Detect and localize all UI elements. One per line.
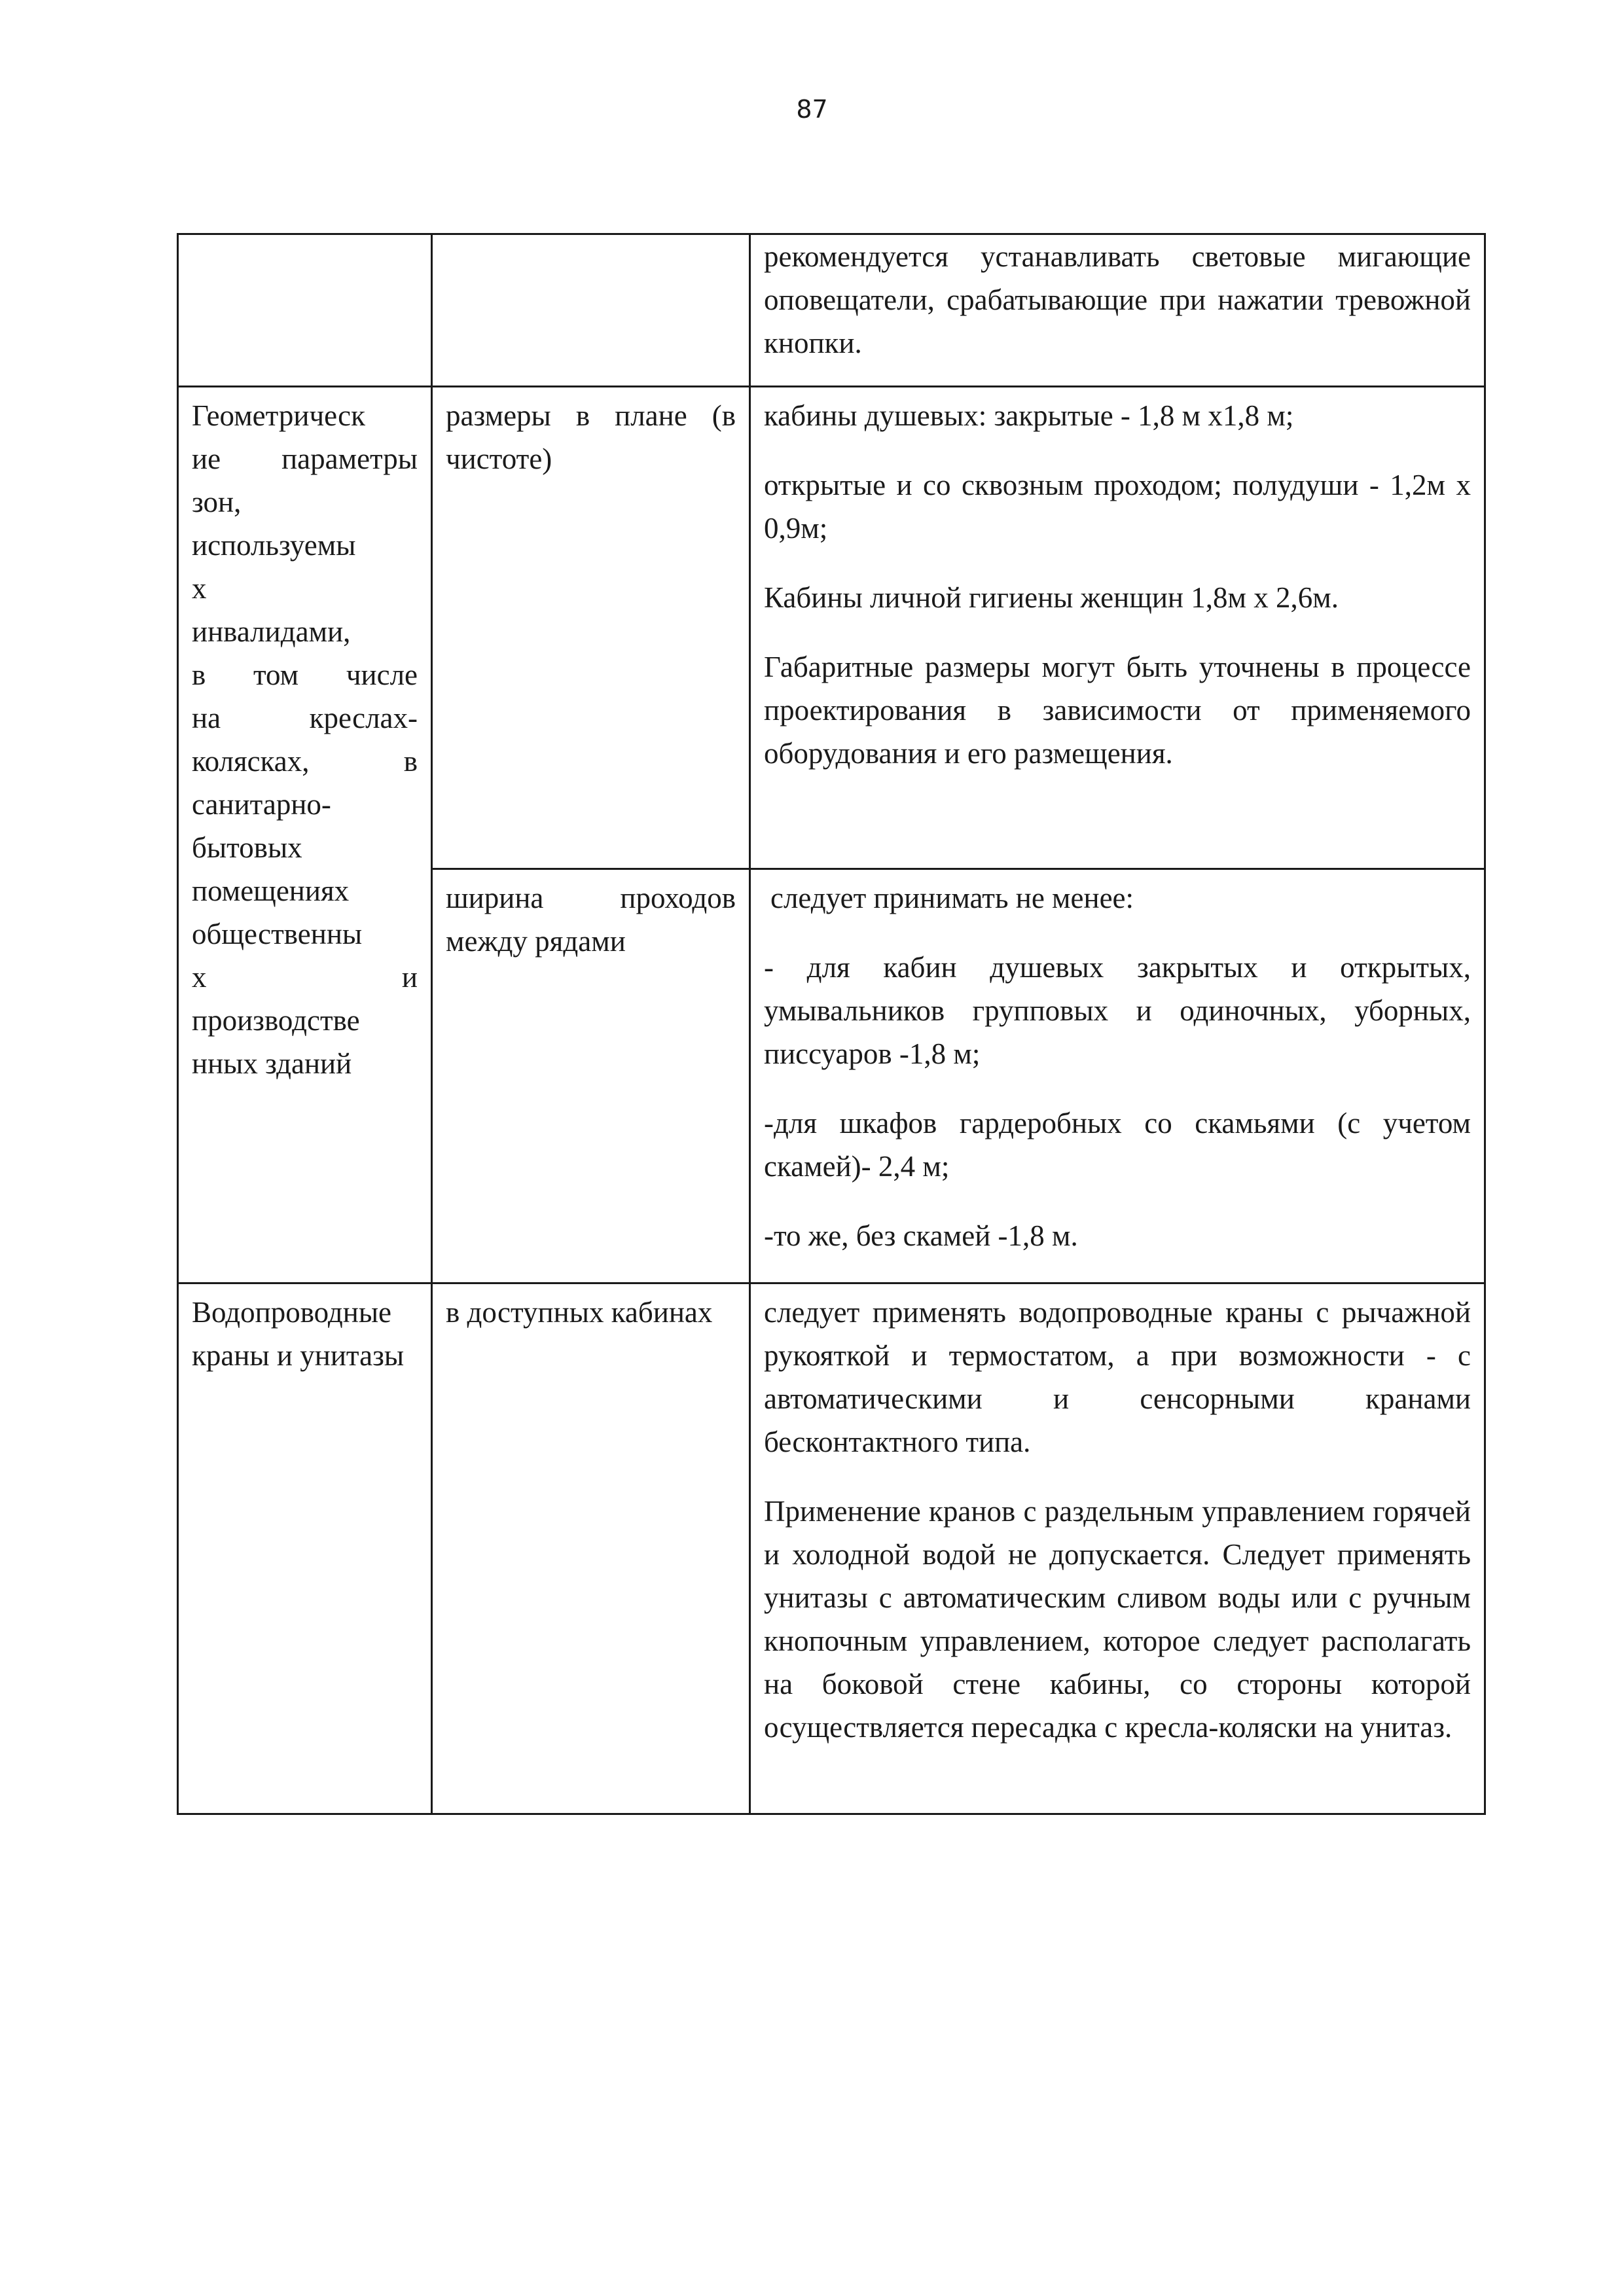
requirement-paragraph: Применение кранов с раздельным управлением горячей и холодной водой не допускается. Следует применять унитазы с автоматическим сливом воды или с ручным кнопочным управлением, которое следует располагать на боковой стене кабины, со стороны которой осуществляется пересадка с кресла-коляски на унитаз. (764, 1495, 1471, 1744)
requirement-paragraph: следует применять водопроводные краны с рычажной рукояткой и термостатом, а при возможности - с автоматическими и сенсорными кранами бесконтактного типа. (764, 1296, 1471, 1458)
requirement-paragraph: -то же, без скамей -1,8 м. (764, 1219, 1078, 1252)
requirements-table (177, 233, 1486, 1815)
requirement-paragraph: открытые и со сквозным проходом; полудуши - 1,2м х 0,9м; (764, 469, 1471, 545)
table-cell-characteristic (432, 234, 750, 387)
requirement-paragraph: рекомендуется устанавливать световые мигающие оповещатели, срабатывающие при нажатии тревожной кнопки. (764, 240, 1471, 359)
table-cell-parameter (178, 234, 432, 387)
requirement-paragraph: - для кабин душевых закрытых и открытых, умывальников групповых и одиночных, уборных, писсуаров -1,8 м; (764, 951, 1471, 1070)
requirement-paragraph: Кабины личной гигиены женщин 1,8м х 2,6м. (764, 581, 1339, 614)
table-cell-parameter (178, 387, 432, 1283)
table-cell-characteristic (432, 387, 750, 869)
characteristic-label: размеры в плане (в чистоте) (446, 399, 736, 475)
table-cell-requirement (750, 869, 1485, 1283)
requirement-paragraph: -для шкафов гардеробных со скамьями (с учетом скамей)- 2,4 м; (764, 1107, 1471, 1183)
requirement-paragraph: следует принимать не менее: (770, 882, 1134, 914)
requirement-paragraph: кабины душевых: закрытые - 1,8 м х1,8 м; (764, 399, 1294, 432)
parameter-label: Водопроводные краны и унитазы (192, 1296, 405, 1372)
table-cell-requirement (750, 1283, 1485, 1814)
table-cell-characteristic (432, 1283, 750, 1814)
parameter-label: Геометрическ ие параметры зон, используемы х инвалидами, в том числе на креслах- колясках, в санитарно- бытовых помещениях общественны х и производстве нных зданий (192, 399, 418, 1080)
table-cell-requirement (750, 387, 1485, 869)
table-row (178, 234, 1485, 387)
characteristic-label: в доступных кабинах (446, 1296, 713, 1329)
table-cell-parameter (178, 1283, 432, 1814)
page-number: 87 (796, 95, 828, 124)
characteristic-label: ширина проходов между рядами (446, 882, 736, 958)
requirement-paragraph: Габаритные размеры могут быть уточнены в процессе проектирования в зависимости от применяемого оборудования и его размещения. (764, 651, 1471, 770)
table-cell-characteristic (432, 869, 750, 1283)
table-row (178, 1283, 1485, 1814)
table-row (178, 387, 1485, 869)
table-cell-requirement (750, 234, 1485, 387)
